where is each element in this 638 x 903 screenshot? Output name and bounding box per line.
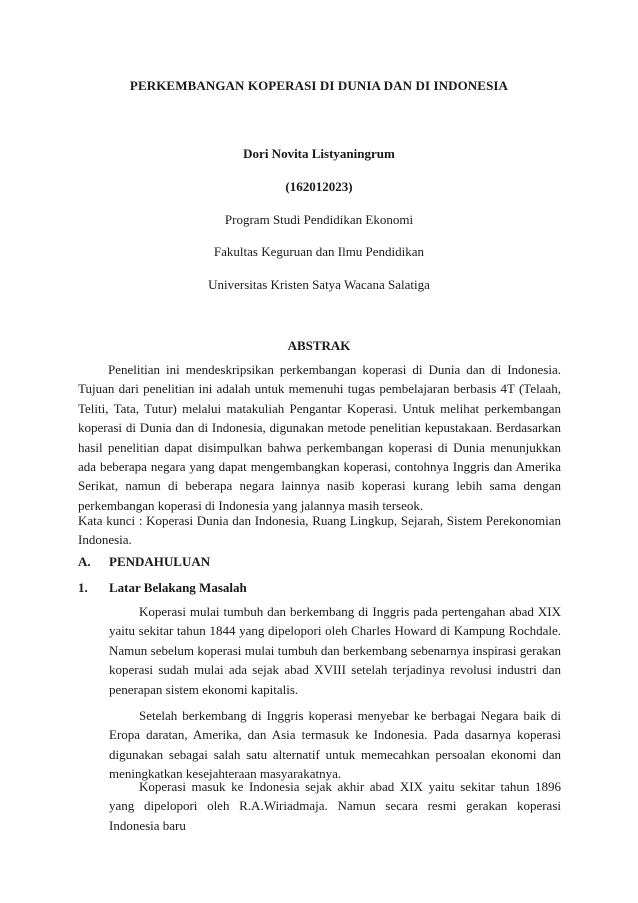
study-program: Program Studi Pendidikan Ekonomi bbox=[224, 212, 414, 227]
author-name: Dori Novita Listyaningrum bbox=[243, 146, 395, 161]
subsection-heading-1 bbox=[78, 580, 247, 596]
university: Universitas Kristen Satya Wacana Salatiga bbox=[208, 277, 430, 292]
section-number: A. bbox=[78, 554, 91, 569]
faculty: Fakultas Keguruan dan Ilmu Pendidikan bbox=[213, 244, 425, 259]
section-heading-a bbox=[78, 554, 210, 570]
document-title: PERKEMBANGAN KOPERASI DI DUNIA DAN DI INDONESIA bbox=[129, 78, 509, 93]
body-paragraph: Setelah berkembang di Inggris koperasi menyebar ke berbagai Negara baik di Eropa daratan, Amerika, dan Asia termasuk ke Indonesia. Pada dasarnya koperasi digunakan sebagai salah satu alternatif untuk memecahkan persoalan ekonomi dan meningkatkan kesejahteraan masyarakatnya. bbox=[109, 708, 561, 782]
student-id: (162012023) bbox=[285, 179, 353, 194]
abstract-heading: ABSTRAK bbox=[287, 338, 351, 353]
subsection-title: Latar Belakang Masalah bbox=[109, 580, 247, 595]
abstract-body: Penelitian ini mendeskripsikan perkembangan koperasi di Dunia dan di Indonesia. Tujuan dari penelitian ini adalah untuk memenuhi tugas pembelajaran berbasis 4T (Telaah, Teliti, Tata, Tutur) melalui matakuliah Pengantar Koperasi. Untuk melihat perkembangan koperasi di Dunia dan di Indonesia, digunakan metode penelitian kepustakaan. Berdasarkan hasil penelitian dapat disimpulkan bahwa perkembangan koperasi di Dunia menunjukkan ada beberapa negara yang dapat mengembangkan koperasi, contohnya Inggris dan Amerika Serikat, namun di beberapa negara lainnya nasib koperasi kurang lebih sama dengan perkembangan koperasi di Indonesia yang jalannya masih terseok. bbox=[78, 362, 561, 513]
body-paragraph: Koperasi mulai tumbuh dan berkembang di Inggris pada pertengahan abad XIX yaitu sekitar tahun 1844 yang dipelopori oleh Charles Howard di Kampung Rochdale. Namun sebelum koperasi mulai tumbuh dan berkembang sebenarnya inspirasi gerakan koperasi sudah mulai ada sejak abad XVIII setelah terjadinya revolusi industri dan penerapan sistem ekonomi kapitalis. bbox=[109, 604, 561, 697]
body-paragraph: Koperasi masuk ke Indonesia sejak akhir abad XIX yaitu sekitar tahun 1896 yang dipelopori oleh R.A.Wiriadmaja. Namun secara resmi gerakan koperasi Indonesia baru bbox=[109, 779, 561, 833]
subsection-number: 1. bbox=[78, 580, 88, 595]
keywords: Kata kunci : Koperasi Dunia dan Indonesia, Ruang Lingkup, Sejarah, Sistem Perekonomian Indonesia. bbox=[78, 513, 561, 548]
section-title: PENDAHULUAN bbox=[109, 554, 211, 569]
